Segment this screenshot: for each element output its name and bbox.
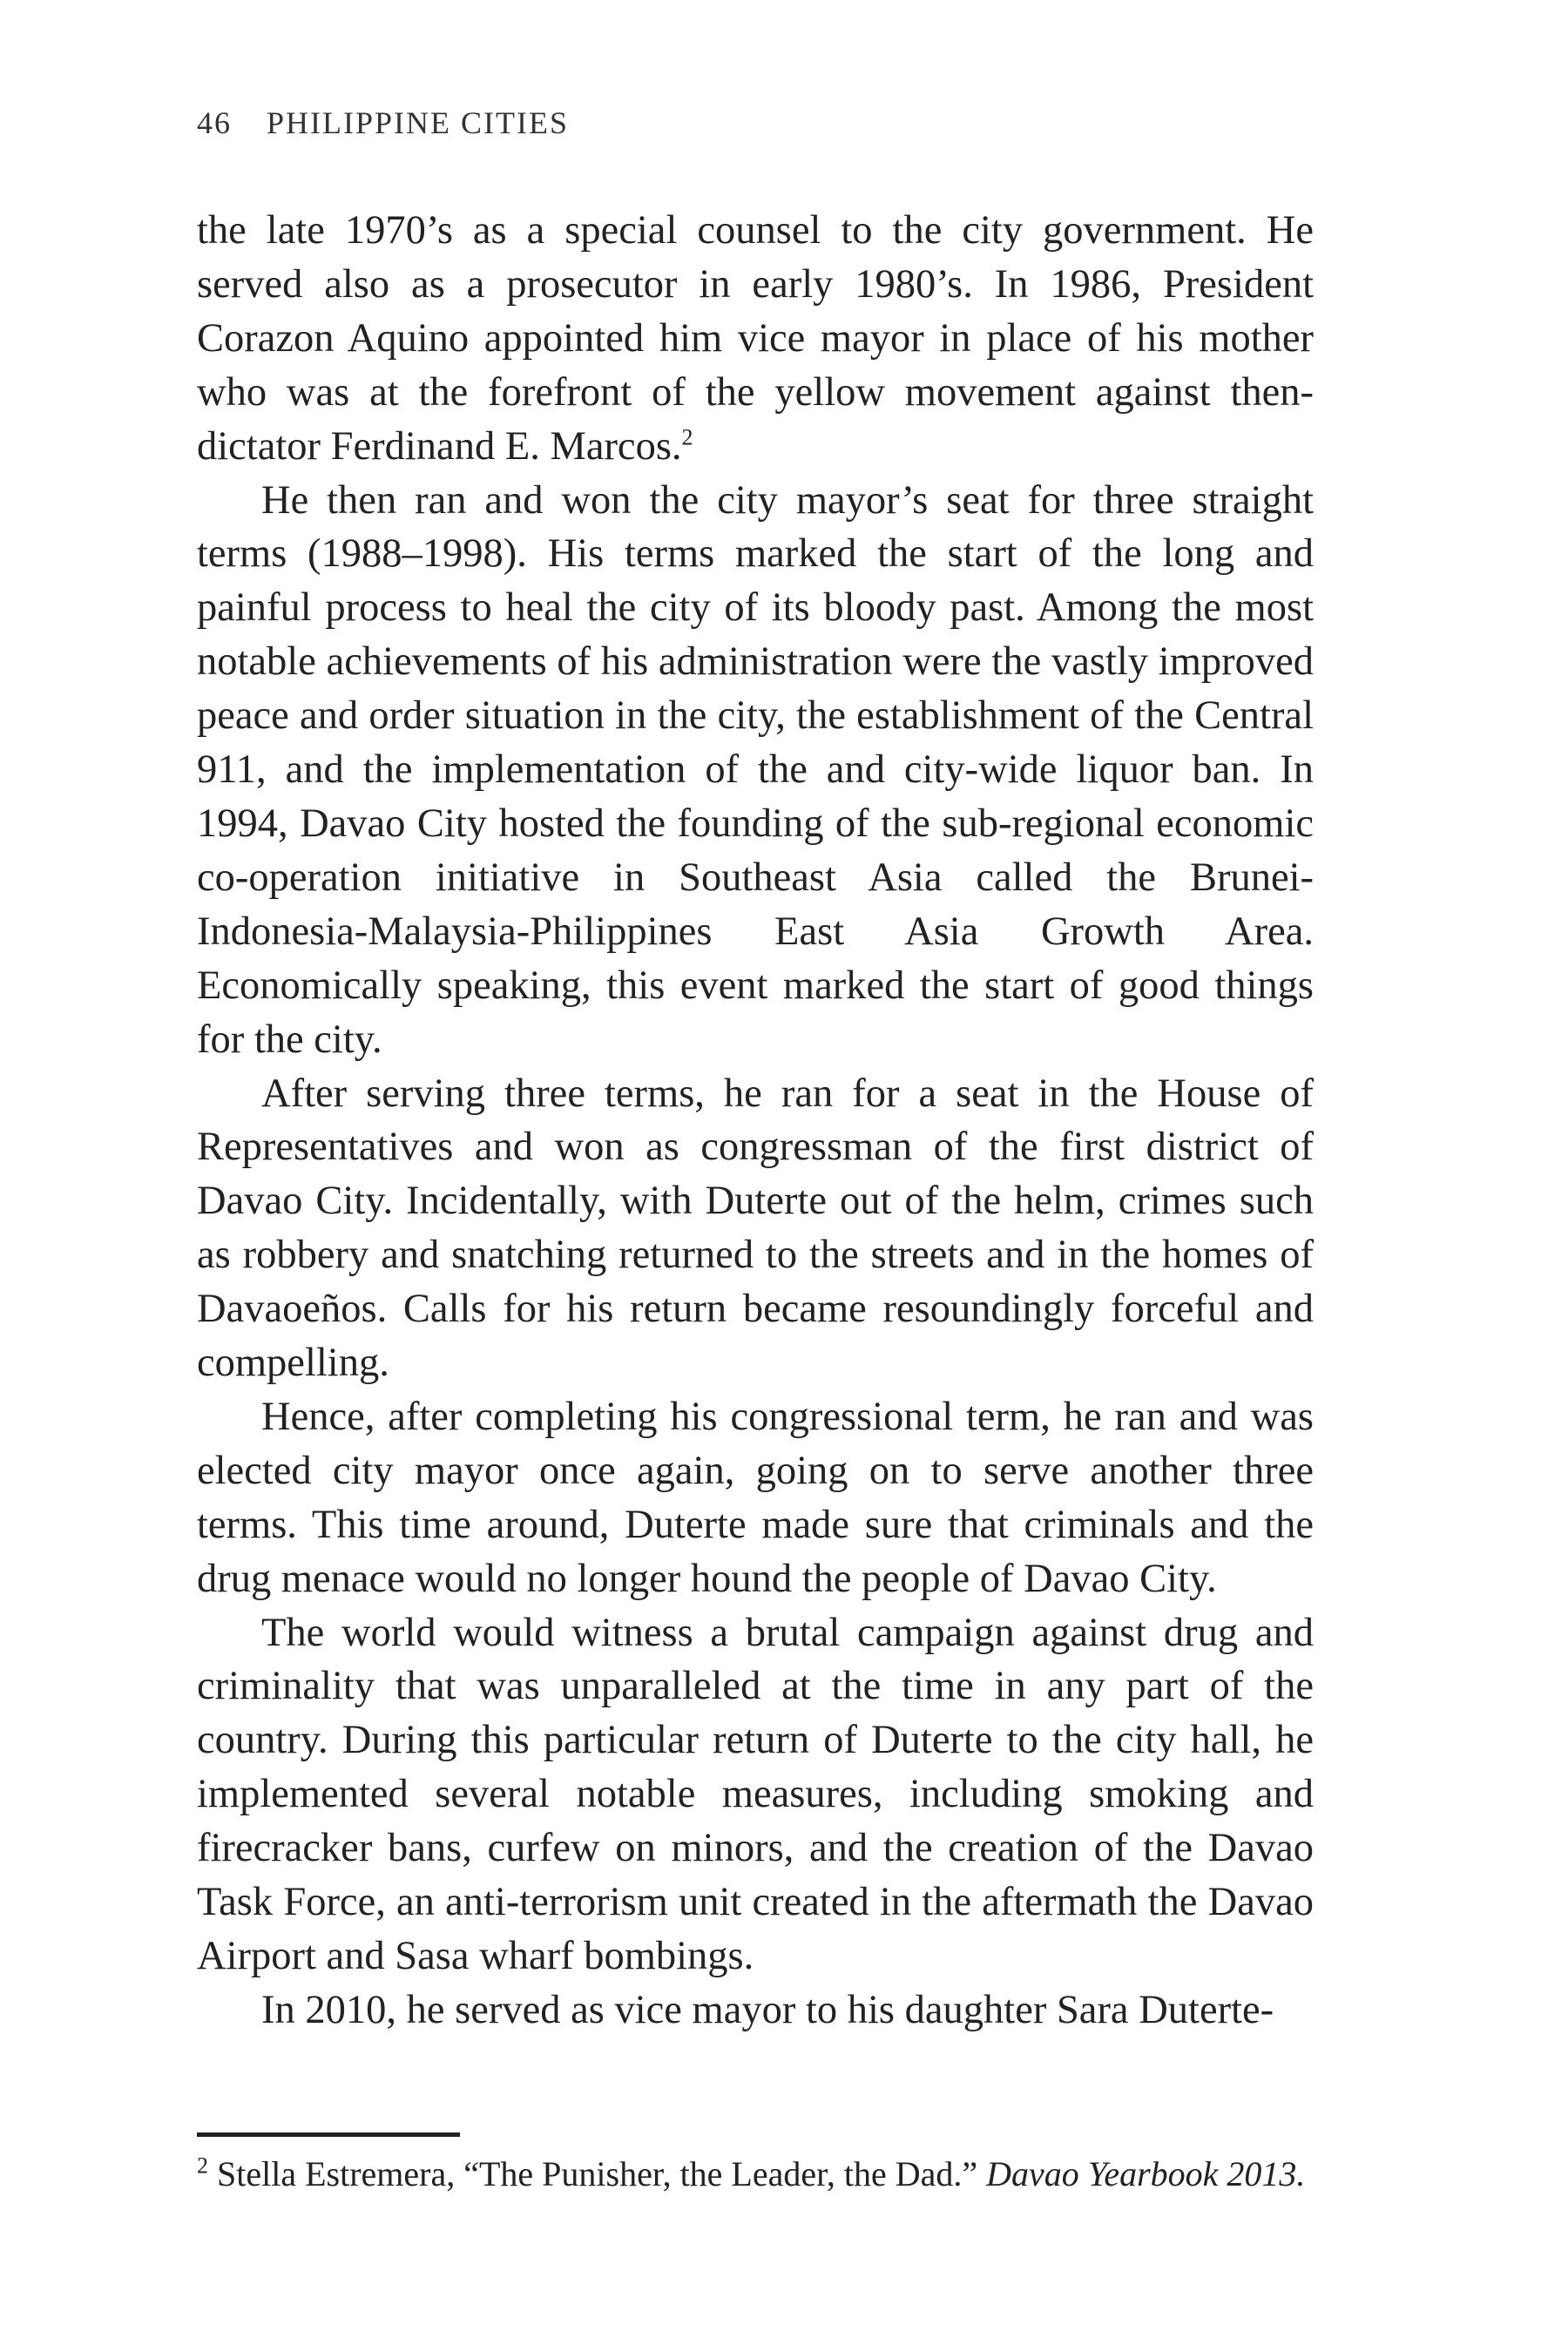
paragraph-1-text: the late 1970’s as a special counsel to the city government. He served also as a prosecutor in early 1980’s. In 1986, President Corazon Aquino appointed him vice mayor in place of his mother who was at the forefront of the yellow movement against then-dictator Ferdinand E. Marcos. [197,208,1314,469]
footnote-text: Stella Estremera, “The Punisher, the Leader, the Dad.” [217,2154,987,2193]
page-number: 46 [197,105,232,140]
paragraph-2: He then ran and won the city mayor’s seat for three straight terms (1988–1998). His terms marked the start of the long and painful process to heal the city of its bloody past. Among the most notable achievements of his administration were the vastly improved peace and order situation in the city, the establishment of the Central 911, and the implementation of the and city-wide liquor ban. In 1994, Davao City hosted the founding of the sub-regional economic co-operation initiative in Southeast Asia called the Brunei-Indonesia-Malaysia-Philippines East Asia Growth Area. Economically speaking, this event marked the start of good things for the city. [197,477,1314,1062]
paragraph-6: In 2010, he served as vice mayor to his daughter Sara Duterte- [261,1987,1274,2032]
footnote [197,2152,1329,2197]
running-title: PHILIPPINE CITIES [267,105,569,140]
footnote-number: 2 [197,2153,208,2179]
paragraph-1 [197,204,1314,474]
paragraph-3: After serving three terms, he ran for a seat in the House of Representatives and won as congressman of the first district of Davao City. Incidentally, with Duterte out of the helm, crimes such as robbery and snatching returned to the streets and in the homes of Davaoeños. Calls for his return became resoundingly forceful and compelling. [197,1071,1314,1386]
paragraph-4: Hence, after completing his congressional term, he ran and was elected city mayor once again, going on to serve another three terms. This time around, Duterte made sure that criminals and the drug menace would no longer hound the people of Davao City. [197,1394,1314,1601]
running-head [197,105,569,141]
paragraph-5: The world would witness a brutal campaign against drug and criminality that was unparalleled at the time in any part of the country. During this particular return of Duterte to the city hall, he implemented several notable measures, including smoking and firecracker bans, curfew on minors, and the creation of the Davao Task Force, an anti-terrorism unit created in the aftermath the Davao Airport and Sasa wharf bombings. [197,1610,1314,1978]
footnote-divider [197,2132,460,2137]
footnote-ref-2: 2 [681,424,693,450]
body-text [197,204,1314,2038]
footnote-source: Davao Yearbook 2013. [986,2154,1306,2193]
